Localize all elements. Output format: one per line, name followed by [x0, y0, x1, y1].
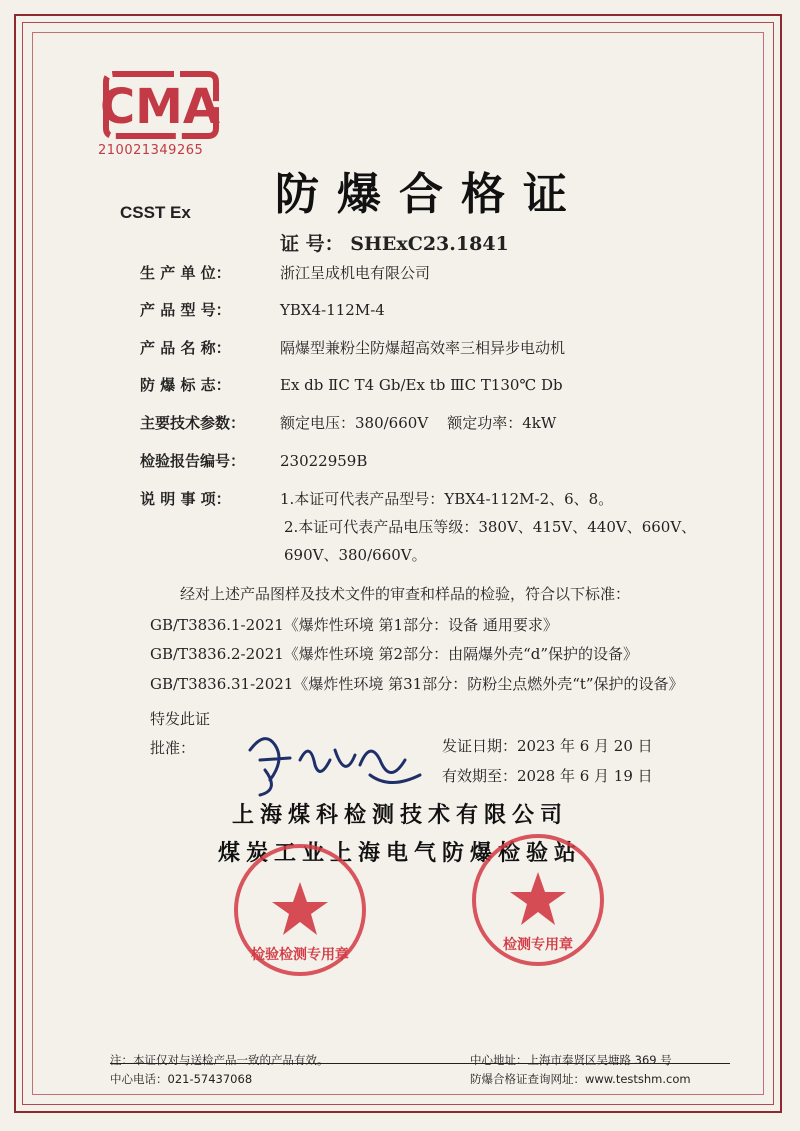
org-name-line2: 煤炭工业上海电气防爆检验站: [217, 841, 582, 866]
field-value: 额定电压：380/660V 额定功率：4kW: [280, 414, 557, 432]
field-value: 23022959B: [280, 452, 368, 470]
certificate-title: 防爆合格证: [275, 169, 585, 220]
certificate-number: 证 号： SHExC23.1841: [280, 233, 509, 255]
signature: [230, 720, 430, 800]
field-label: 防 爆 标 志：: [140, 376, 231, 394]
field-value: YBX4-112M-4: [280, 301, 385, 319]
field-value: 隔爆型兼粉尘防爆超高效率三相异步电动机: [280, 339, 566, 357]
cma-logo: [100, 66, 220, 146]
seal-left-bottom-text: 检验检测专用章: [251, 947, 349, 963]
approve-label: 批准：: [150, 739, 196, 757]
issue-date: 发证日期：2023 年 6 月 20 日: [442, 737, 653, 755]
standard-line: GB/T3836.2-2021《爆炸性环境 第2部分：由隔爆外壳“d”保护的设备》: [150, 645, 639, 663]
field-label: 产 品 型 号：: [140, 301, 231, 319]
field-row: [140, 262, 430, 283]
footer-note: 注：本证仅对与送检产品一致的产品有效。: [110, 1053, 329, 1067]
field-row: [140, 374, 563, 395]
note-line: 2.本证可代表产品电压等级：380V、415V、440V、660V、: [284, 518, 697, 536]
note-line: 690V、380/660V。: [284, 546, 427, 564]
cma-number: 210021349265: [98, 143, 204, 158]
footer-phone: 中心电话：021-57437068: [110, 1072, 253, 1086]
seal-right-bottom-text: 检测专用章: [503, 937, 573, 953]
seal-right: [468, 830, 608, 970]
org-name-line1: 上海煤科检测技术有限公司: [231, 803, 568, 828]
seal-left: [230, 840, 370, 980]
standard-line: GB/T3836.1-2021《爆炸性环境 第1部分：设备 通用要求》: [150, 616, 558, 634]
field-row: [140, 299, 385, 320]
field-row: [140, 337, 565, 358]
field-value: 1.本证可代表产品型号：YBX4-112M-2、6、8。: [280, 490, 614, 508]
field-row: [140, 488, 613, 509]
footer-address: 中心地址：上海市奉贤区吴塘路 369 号: [470, 1053, 672, 1067]
footer-website: 防爆合格证查询网址：www.testshm.com: [470, 1072, 691, 1086]
field-label: 生 产 单 位：: [140, 264, 231, 282]
field-label: 产 品 名 称：: [140, 339, 231, 357]
standards-intro: 经对上述产品图样及技术文件的审查和样品的检验，符合以下标准：: [180, 585, 631, 603]
standard-line: GB/T3836.31-2021《爆炸性环境 第31部分：防粉尘点燃外壳“t”保护的设备》: [150, 675, 684, 693]
field-row: [140, 412, 556, 433]
field-value: Ex db ⅡC T4 Gb/Ex tb ⅢC T130℃ Db: [280, 376, 563, 394]
field-label: 检验报告编号：: [140, 452, 246, 470]
field-label: 说 明 事 项：: [140, 490, 231, 508]
csst-ex-label: CSST Ex: [120, 203, 191, 222]
field-row: [140, 450, 367, 471]
valid-until-date: 有效期至：2028 年 6 月 19 日: [442, 767, 653, 785]
special-issue-text: 特发此证: [150, 710, 211, 728]
field-label: 主要技术参数：: [140, 414, 246, 432]
cma-letters: CMA: [100, 79, 220, 135]
field-value: 浙江呈成机电有限公司: [280, 264, 431, 282]
